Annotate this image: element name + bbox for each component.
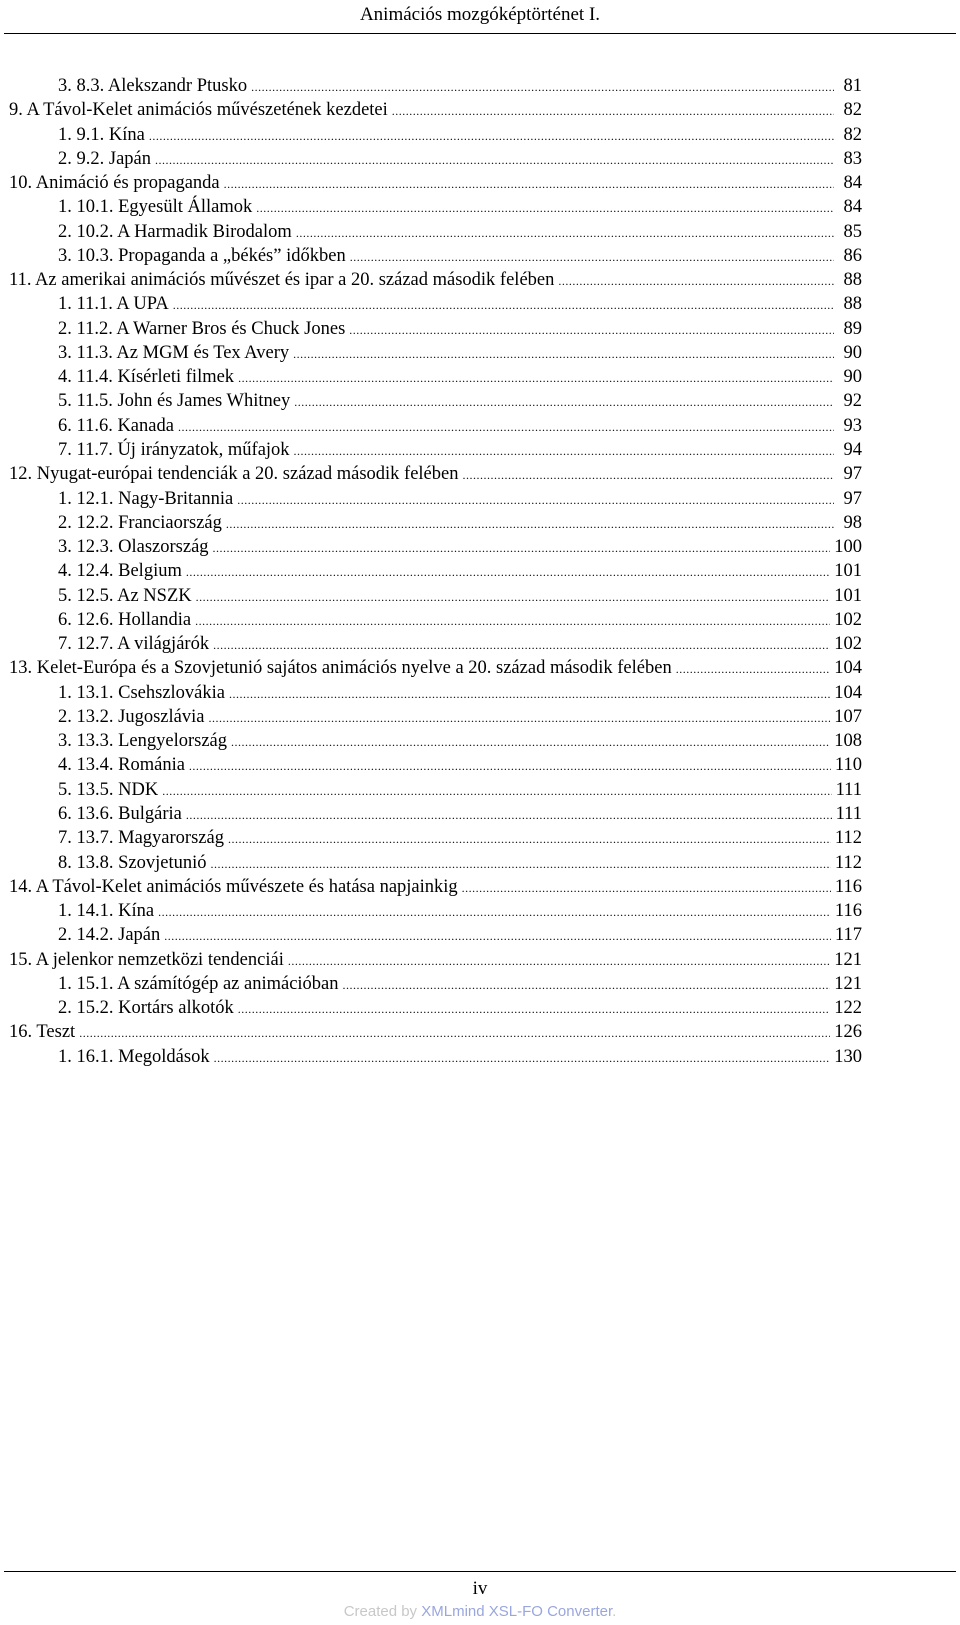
toc-dot-leader	[676, 659, 831, 679]
toc-entry-page[interactable]: 88	[843, 294, 862, 315]
toc-dot-leader	[162, 781, 831, 801]
toc-dot-leader	[392, 101, 834, 121]
toc-entry-title[interactable]: 2. 14.2. Japán	[58, 925, 161, 946]
toc-entry-page[interactable]: 104	[834, 682, 862, 703]
toc-entry[interactable]	[0, 853, 960, 877]
toc-entry-page[interactable]: 101	[834, 561, 862, 582]
toc-entry-title[interactable]: 13. Kelet-Európa és a Szovjetunió sajátos animációs nyelve a 20. század második felében	[9, 658, 672, 679]
toc-entry[interactable]	[0, 319, 960, 343]
toc-entry-title[interactable]: 2. 15.2. Kortárs alkotók	[58, 998, 234, 1019]
toc-entry-page[interactable]: 102	[834, 634, 862, 655]
toc-dot-leader	[350, 247, 834, 267]
toc-entry-page[interactable]: 90	[843, 367, 862, 388]
toc-entry-page[interactable]: 116	[834, 876, 862, 897]
toc-entry-title[interactable]: 5. 13.5. NDK	[58, 779, 159, 800]
toc-entry[interactable]	[0, 100, 960, 124]
toc-entry-title[interactable]: 3. 11.3. Az MGM és Tex Avery	[58, 342, 290, 363]
toc-entry-page[interactable]: 102	[834, 609, 862, 630]
toc-entry-page[interactable]: 108	[834, 731, 862, 752]
toc-entry-title[interactable]: 1. 10.1. Egyesült Államok	[58, 197, 253, 218]
toc-dot-leader	[226, 514, 834, 534]
toc-entry-title[interactable]: 3. 12.3. Olaszország	[58, 537, 209, 558]
toc-entry[interactable]	[0, 464, 960, 488]
toc-entry-page[interactable]: 82	[843, 124, 862, 145]
toc-dot-leader	[228, 829, 831, 849]
toc-dot-leader	[558, 271, 834, 291]
toc-dot-leader	[296, 223, 834, 243]
toc-entry-page[interactable]: 110	[834, 755, 862, 776]
toc-dot-leader	[196, 587, 831, 607]
toc-entry-page[interactable]: 111	[835, 803, 862, 824]
toc-dot-leader	[211, 854, 831, 874]
toc-entry[interactable]	[0, 537, 960, 561]
toc-entry[interactable]	[0, 513, 960, 537]
toc-entry-title[interactable]: 8. 13.8. Szovjetunió	[58, 852, 207, 873]
toc-entry-page[interactable]: 88	[843, 270, 862, 291]
toc-entry-title[interactable]: 3. 13.3. Lengyelország	[58, 731, 228, 752]
toc-dot-leader	[251, 77, 834, 97]
toc-dot-leader	[213, 635, 830, 655]
toc-entry[interactable]	[0, 149, 960, 173]
toc-entry[interactable]	[0, 76, 960, 100]
toc-entry-title[interactable]: 3. 10.3. Propaganda a „békés” időkben	[58, 245, 346, 266]
toc-entry-page[interactable]: 122	[834, 998, 862, 1019]
toc-entry-page[interactable]: 82	[843, 100, 862, 121]
toc-entry[interactable]	[0, 998, 960, 1022]
toc-entry-page[interactable]: 86	[843, 245, 862, 266]
toc-entry-title[interactable]: 1. 9.1. Kína	[58, 124, 145, 145]
toc-dot-leader	[178, 417, 834, 437]
toc-dot-leader	[195, 611, 830, 631]
toc-entry-title[interactable]: 14. A Távol-Kelet animációs művészete és hatása napjainkig	[9, 876, 458, 897]
toc-entry-page[interactable]: 84	[843, 197, 862, 218]
toc-entry-title[interactable]: 1. 14.1. Kína	[58, 901, 155, 922]
toc-entry[interactable]	[0, 780, 960, 804]
toc-entry-title[interactable]: 6. 13.6. Bulgária	[58, 803, 182, 824]
toc-dot-leader	[256, 198, 834, 218]
toc-entry-page[interactable]: 104	[834, 658, 862, 679]
toc-entry-title[interactable]: 7. 13.7. Magyarország	[58, 828, 224, 849]
toc-entry-title[interactable]: 4. 12.4. Belgium	[58, 561, 182, 582]
toc-entry[interactable]	[0, 125, 960, 149]
credit-suffix: .	[612, 1603, 617, 1620]
toc-dot-leader	[237, 490, 834, 510]
toc-entry-page[interactable]: 85	[843, 221, 862, 242]
toc-entry-title[interactable]: 11. Az amerikai animációs művészet és ipar a 20. század második felében	[9, 270, 555, 291]
toc-dot-leader	[173, 295, 834, 315]
toc-entry[interactable]	[0, 197, 960, 221]
toc-entry[interactable]	[0, 416, 960, 440]
toc-entry[interactable]	[0, 950, 960, 974]
toc-dot-leader	[189, 756, 831, 776]
toc-entry-page[interactable]: 121	[834, 949, 862, 970]
toc-entry-title[interactable]: 2. 11.2. A Warner Bros és Chuck Jones	[58, 318, 346, 339]
toc-entry-page[interactable]: 92	[843, 391, 862, 412]
toc-dot-leader	[349, 320, 834, 340]
toc-entry-page[interactable]: 81	[843, 76, 862, 96]
table-of-contents	[0, 76, 960, 1071]
toc-entry[interactable]	[0, 222, 960, 246]
toc-entry[interactable]	[0, 755, 960, 779]
toc-entry[interactable]	[0, 561, 960, 585]
toc-dot-leader	[213, 538, 831, 558]
toc-entry-title[interactable]: 9. A Távol-Kelet animációs művészetének kezdetei	[9, 100, 388, 121]
toc-dot-leader	[231, 732, 830, 752]
toc-entry[interactable]	[0, 489, 960, 513]
toc-entry-page[interactable]: 126	[834, 1022, 862, 1043]
toc-entry-page[interactable]: 130	[834, 1046, 862, 1067]
generator-credit	[0, 1603, 960, 1621]
toc-dot-leader	[214, 1048, 831, 1068]
credit-prefix: Created by	[343, 1603, 422, 1620]
toc-entry[interactable]	[0, 683, 960, 707]
toc-dot-leader	[343, 975, 831, 995]
header-divider	[4, 33, 956, 34]
toc-entry-page[interactable]: 97	[843, 464, 862, 485]
toc-entry-page[interactable]: 107	[834, 706, 862, 727]
toc-dot-leader	[229, 684, 830, 704]
toc-entry-title[interactable]: 2. 10.2. A Harmadik Birodalom	[58, 221, 292, 242]
toc-entry[interactable]	[0, 901, 960, 925]
toc-entry[interactable]	[0, 828, 960, 852]
toc-entry-title[interactable]: 6. 12.6. Hollandia	[58, 609, 192, 630]
toc-entry[interactable]	[0, 974, 960, 998]
toc-entry[interactable]	[0, 804, 960, 828]
toc-entry-page[interactable]: 98	[843, 512, 862, 533]
page-number: iv	[472, 1578, 488, 1599]
toc-entry[interactable]	[0, 658, 960, 682]
toc-dot-leader	[294, 441, 834, 461]
toc-dot-leader	[288, 951, 830, 971]
toc-entry-title[interactable]: 10. Animáció és propaganda	[9, 173, 220, 194]
toc-dot-leader	[164, 926, 831, 946]
toc-entry-page[interactable]: 93	[843, 415, 862, 436]
toc-entry[interactable]	[0, 1047, 960, 1071]
toc-entry-title[interactable]: 2. 9.2. Japán	[58, 148, 151, 169]
toc-entry-page[interactable]: 84	[843, 173, 862, 194]
toc-dot-leader	[155, 150, 834, 170]
running-header-title: Animációs mozgóképtörténet I.	[359, 4, 601, 25]
toc-entry-title[interactable]: 7. 11.7. Új irányzatok, műfajok	[58, 439, 290, 460]
toc-entry-title[interactable]: 1. 15.1. A számítógép az animációban	[58, 973, 339, 994]
toc-dot-leader	[238, 368, 834, 388]
toc-entry-title[interactable]: 1. 13.1. Csehszlovákia	[58, 682, 225, 703]
toc-entry-title[interactable]: 7. 12.7. A világjárók	[58, 634, 210, 655]
toc-entry[interactable]	[0, 707, 960, 731]
toc-entry[interactable]	[0, 440, 960, 464]
toc-entry-title[interactable]: 1. 16.1. Megoldások	[58, 1046, 210, 1067]
toc-entry-title[interactable]: 6. 11.6. Kanada	[58, 415, 174, 436]
toc-entry-page[interactable]: 121	[834, 973, 862, 994]
toc-entry[interactable]	[0, 173, 960, 197]
toc-dot-leader	[462, 465, 834, 485]
toc-entry-title[interactable]: 5. 12.5. Az NSZK	[58, 585, 192, 606]
toc-entry-page[interactable]: 112	[834, 852, 862, 873]
toc-entry[interactable]	[0, 343, 960, 367]
toc-entry[interactable]	[0, 246, 960, 270]
toc-entry-title[interactable]: 4. 13.4. Románia	[58, 755, 185, 776]
toc-entry-page[interactable]: 89	[843, 318, 862, 339]
toc-dot-leader	[149, 126, 834, 146]
toc-entry-page[interactable]: 101	[834, 585, 862, 606]
toc-entry[interactable]	[0, 367, 960, 391]
toc-entry-title[interactable]: 2. 12.2. Franciaország	[58, 512, 222, 533]
toc-entry-title[interactable]: 5. 11.5. John és James Whitney	[58, 391, 291, 412]
toc-entry[interactable]	[0, 610, 960, 634]
toc-entry[interactable]	[0, 877, 960, 901]
toc-entry-page[interactable]: 117	[834, 925, 862, 946]
toc-entry-page[interactable]: 112	[834, 828, 862, 849]
toc-dot-leader	[238, 999, 831, 1019]
toc-entry-title[interactable]: 15. A jelenkor nemzetközi tendenciái	[9, 949, 284, 970]
toc-entry[interactable]	[0, 1022, 960, 1046]
toc-entry[interactable]	[0, 731, 960, 755]
toc-dot-leader	[79, 1023, 830, 1043]
toc-dot-leader	[208, 708, 830, 728]
toc-entry-page[interactable]: 116	[834, 901, 862, 922]
toc-dot-leader	[293, 344, 834, 364]
toc-entry-title[interactable]: 4. 11.4. Kísérleti filmek	[58, 367, 235, 388]
toc-entry-page[interactable]: 90	[843, 342, 862, 363]
toc-dot-leader	[224, 174, 834, 194]
toc-entry[interactable]	[0, 294, 960, 318]
toc-dot-leader	[186, 805, 832, 825]
toc-entry-page[interactable]: 111	[835, 779, 862, 800]
toc-entry-title[interactable]: 12. Nyugat-európai tendenciák a 20. század második felében	[9, 464, 459, 485]
toc-dot-leader	[186, 562, 830, 582]
toc-entry-title[interactable]: 3. 8.3. Alekszandr Ptusko	[58, 76, 248, 96]
toc-entry-page[interactable]: 94	[843, 439, 862, 460]
toc-entry[interactable]	[0, 586, 960, 610]
toc-entry[interactable]	[0, 634, 960, 658]
toc-entry-title[interactable]: 1. 12.1. Nagy-Britannia	[58, 488, 234, 509]
credit-brand[interactable]: XMLmind XSL-FO Converter	[421, 1603, 613, 1620]
toc-entry-title[interactable]: 2. 13.2. Jugoszlávia	[58, 706, 205, 727]
toc-dot-leader	[158, 902, 831, 922]
toc-entry-title[interactable]: 1. 11.1. A UPA	[58, 294, 169, 315]
toc-entry-title[interactable]: 16. Teszt	[9, 1022, 76, 1043]
toc-entry-page[interactable]: 83	[843, 148, 862, 169]
toc-entry-page[interactable]: 100	[834, 537, 862, 558]
footer-divider	[4, 1571, 956, 1572]
toc-entry[interactable]	[0, 391, 960, 415]
toc-entry-page[interactable]: 97	[843, 488, 862, 509]
toc-dot-leader	[462, 878, 831, 898]
toc-dot-leader	[294, 392, 834, 412]
toc-entry[interactable]	[0, 925, 960, 949]
toc-entry[interactable]	[0, 270, 960, 294]
